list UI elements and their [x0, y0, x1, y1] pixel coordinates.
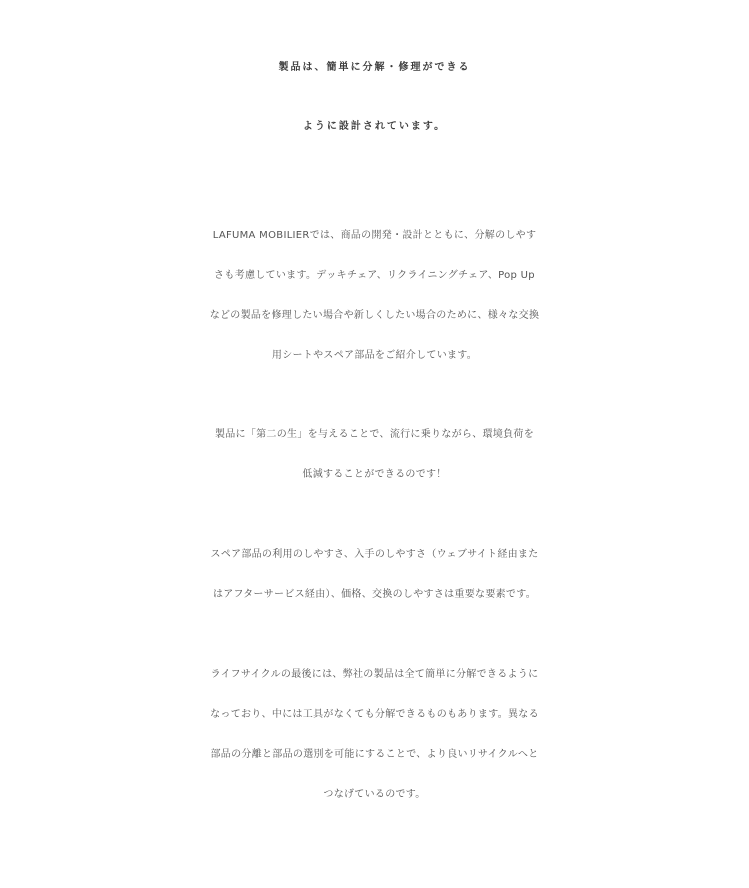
paragraph-1-line-2: さも考慮しています。デッキチェア、リクライニングチェア、Pop Up: [214, 270, 535, 281]
heading-line-2: ように設計されています。: [302, 121, 447, 132]
paragraph-4-line-4: つなげているのです。: [323, 789, 426, 800]
heading-line-1: 製品は、簡単に分解・修理ができる: [278, 62, 471, 73]
paragraph-1-line-1: LAFUMA MOBILIERでは、商品の開発・設計とともに、分解のしやす: [212, 230, 537, 241]
paragraph-3-line-2: はアフターサービス経由）、価格、交換のしやすさは重要な要素です。: [212, 589, 537, 600]
paragraph-2-line-1: 製品に「第二の生」を与えることで、流行に乗りながら、環境負荷を: [214, 429, 535, 440]
paragraph-4-line-2: なっており、中には工具がなくても分解できるものもあります。異なる: [210, 709, 539, 720]
paragraph-4-line-3: 部品の分離と部品の選別を可能にすることで、より良いリサイクルへと: [210, 749, 539, 760]
paragraph-1-line-3: などの製品を修理したい場合や新しくしたい場合のために、様々な交換: [209, 310, 540, 321]
paragraph-2-line-2: 低減することができるのです！: [302, 469, 447, 480]
paragraph-1-line-4: 用シートやスペア部品をご紹介しています。: [271, 350, 478, 361]
paragraph-3-line-1: スペア部品の利用のしやすさ、入手のしやすさ（ウェブサイト経由また: [210, 549, 539, 560]
paragraph-4-line-1: ライフサイクルの最後には、弊社の製品は全て簡単に分解できるように: [210, 669, 539, 680]
